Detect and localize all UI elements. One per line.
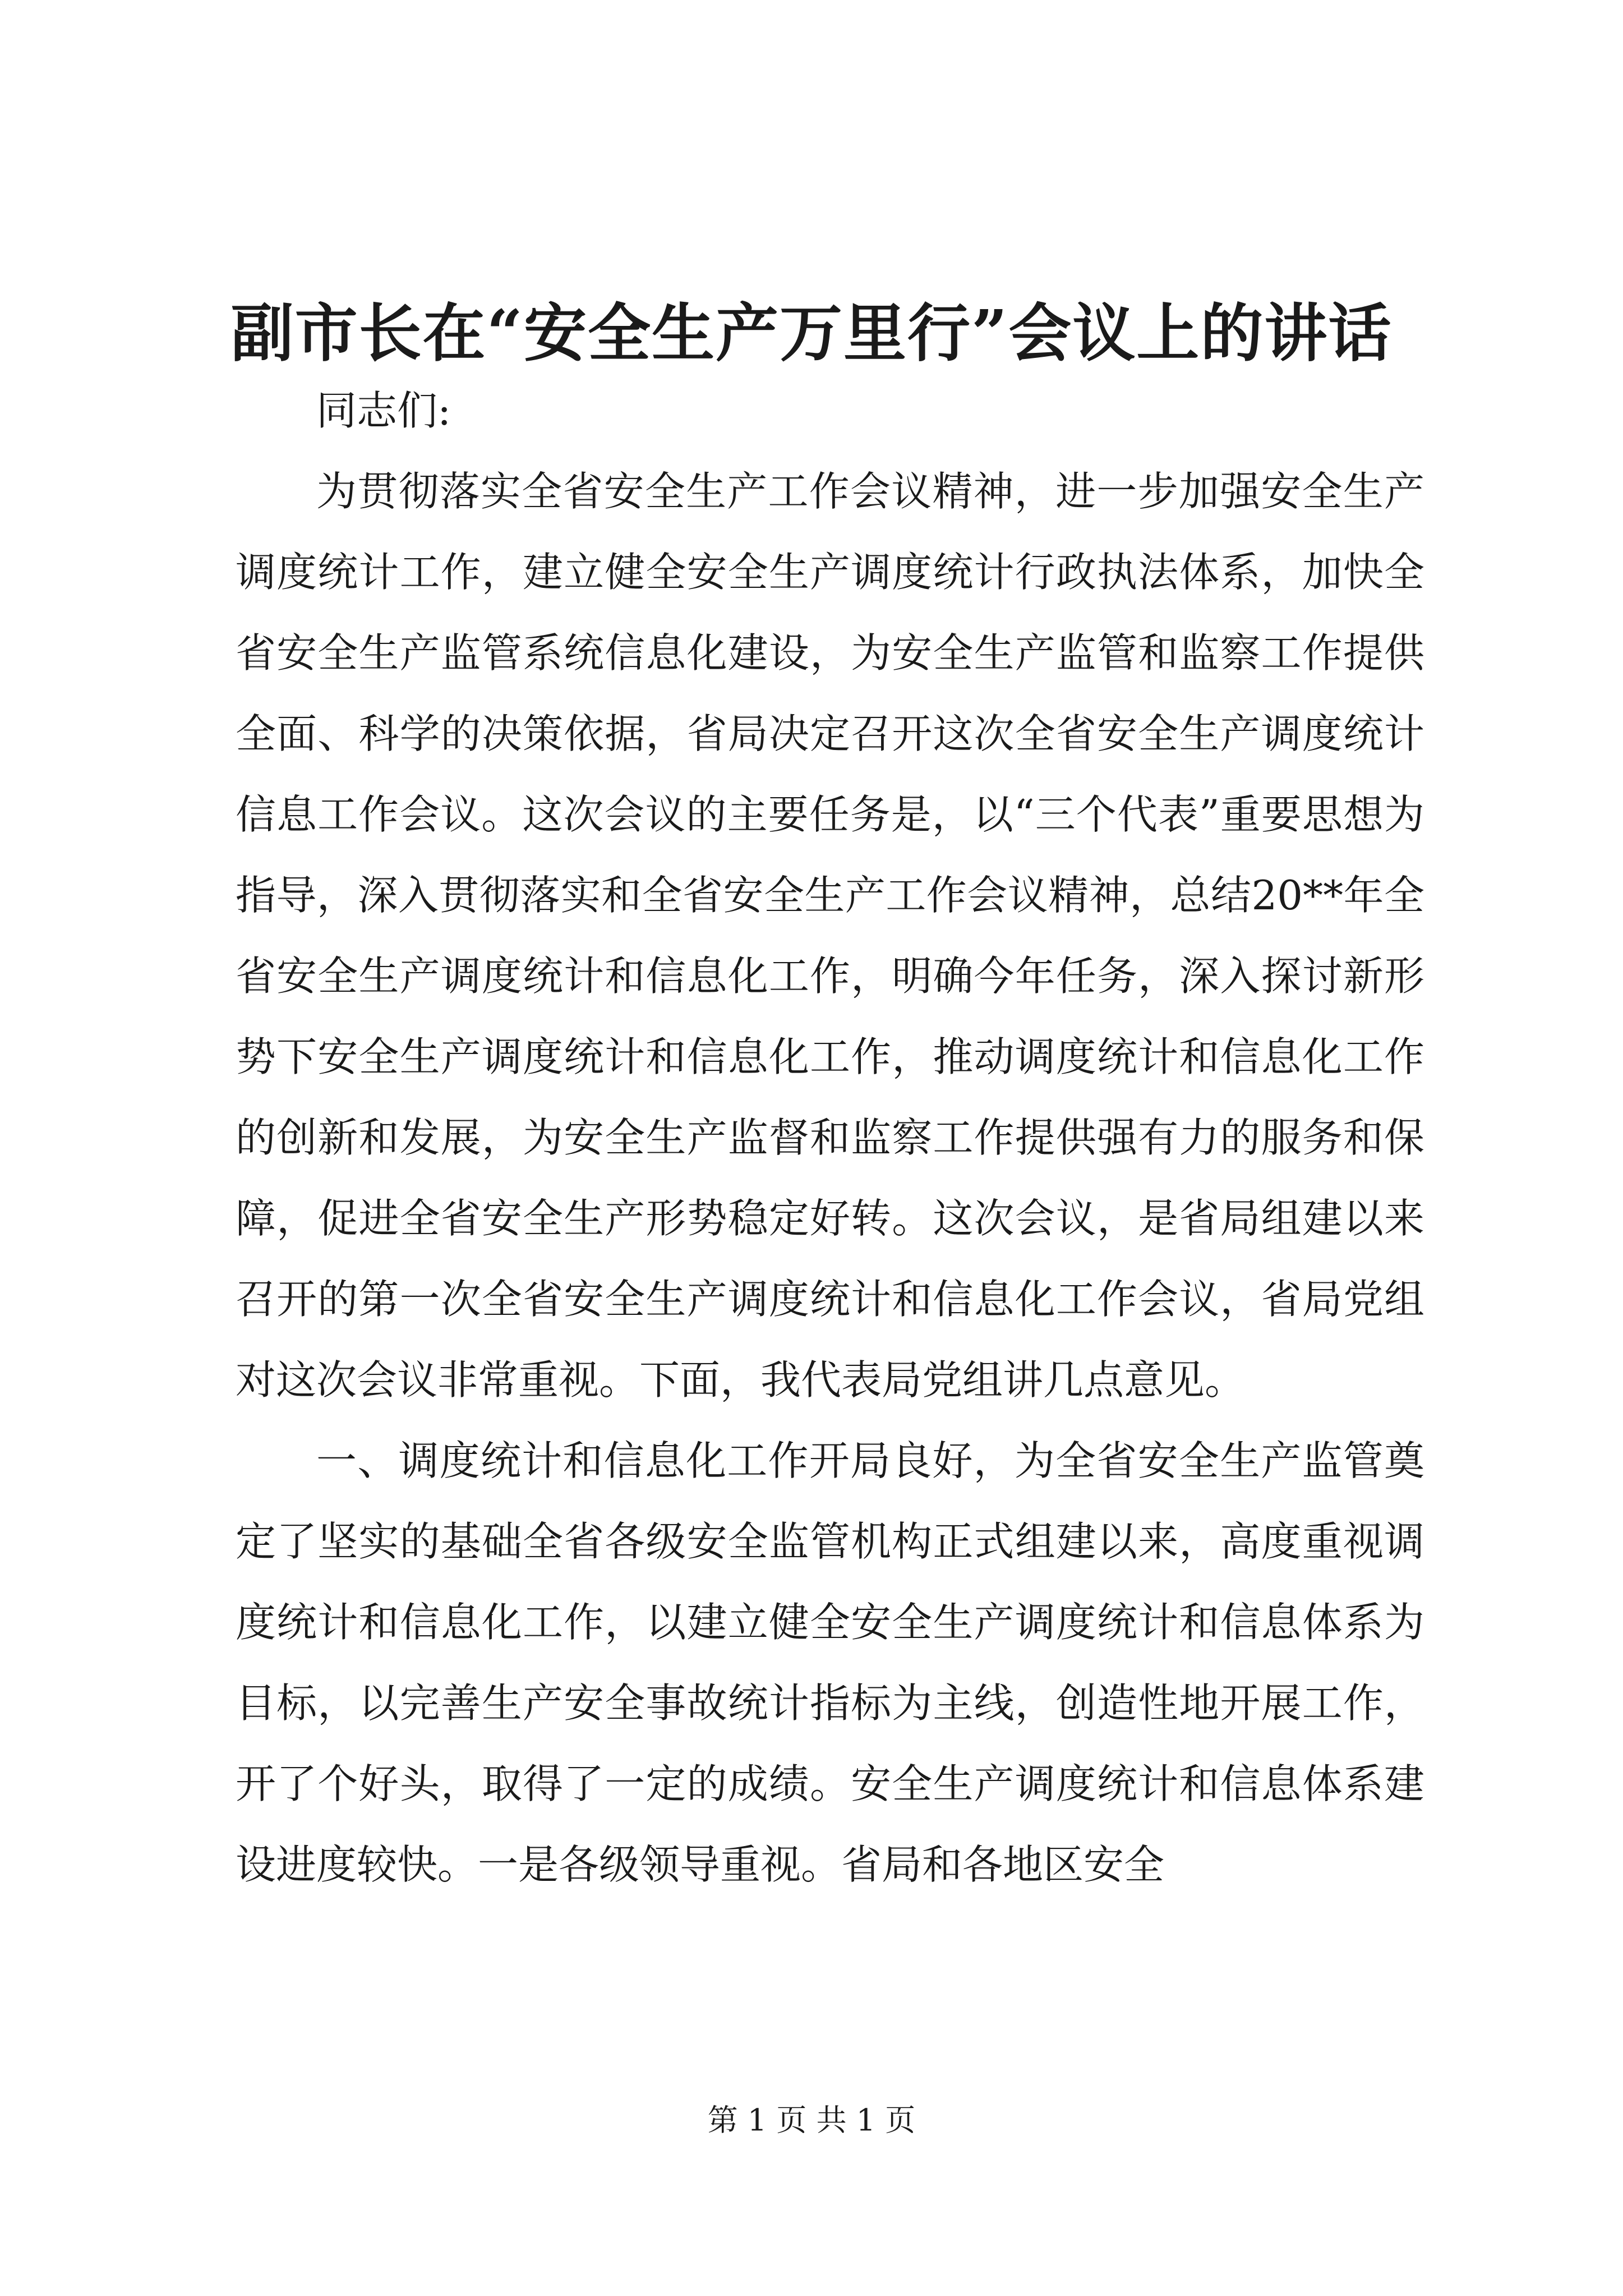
document-title: 副市长在“安全生产万里行”会议上的讲话 — [230, 297, 1393, 370]
section-one-paragraph: 一、调度统计和信息化工作开局良好，为全省安全生产监管奠定了坚实的基础全省各级安全监管机构正式组建以来，高度重视调度统计和信息化工作，以建立健全安全生产调度统计和信息体系为目标，以完善生产安全事故统计指标为主线，创造性地开展工作，开了个好头，取得了一定的成绩。安全生产调度统计和信息体系建设进度较快。一是各级领导重视。省局和各地区安全 — [236, 1437, 1424, 1888]
intro-paragraph: 为贯彻落实全省安全生产工作会议精神，进一步加强安全生产调度统计工作，建立健全安全生产调度统计行政执法体系，加快全省安全生产监管系统信息化建设，为安全生产监管和监察工作提供全面、科学的决策依据，省局决定召开这次全省安全生产调度统计信息工作会议。这次会议的主要任务是，以“三个代表”重要思想为指导，深入贯彻落实和全省安全生产工作会议精神，总结20**年全省安全生产调度统计和信息化工作，明确今年任务，深入探讨新形势下安全生产调度统计和信息化工作，推动调度统计和信息化工作的创新和发展，为安全生产监督和监察工作提供强有力的服务和保障，促进全省安全生产形势稳定好转。这次会议，是省局组建以来召开的第一次全省安全生产调度统计和信息化工作会议，省局党组对这次会议非常重视。下面，我代表局党组讲几点意见。 — [236, 468, 1424, 1404]
page-footer: 第 1 页 共 1 页 — [707, 2102, 916, 2138]
document-body — [236, 370, 1424, 1905]
salutation-paragraph: 同志们: — [316, 387, 451, 434]
